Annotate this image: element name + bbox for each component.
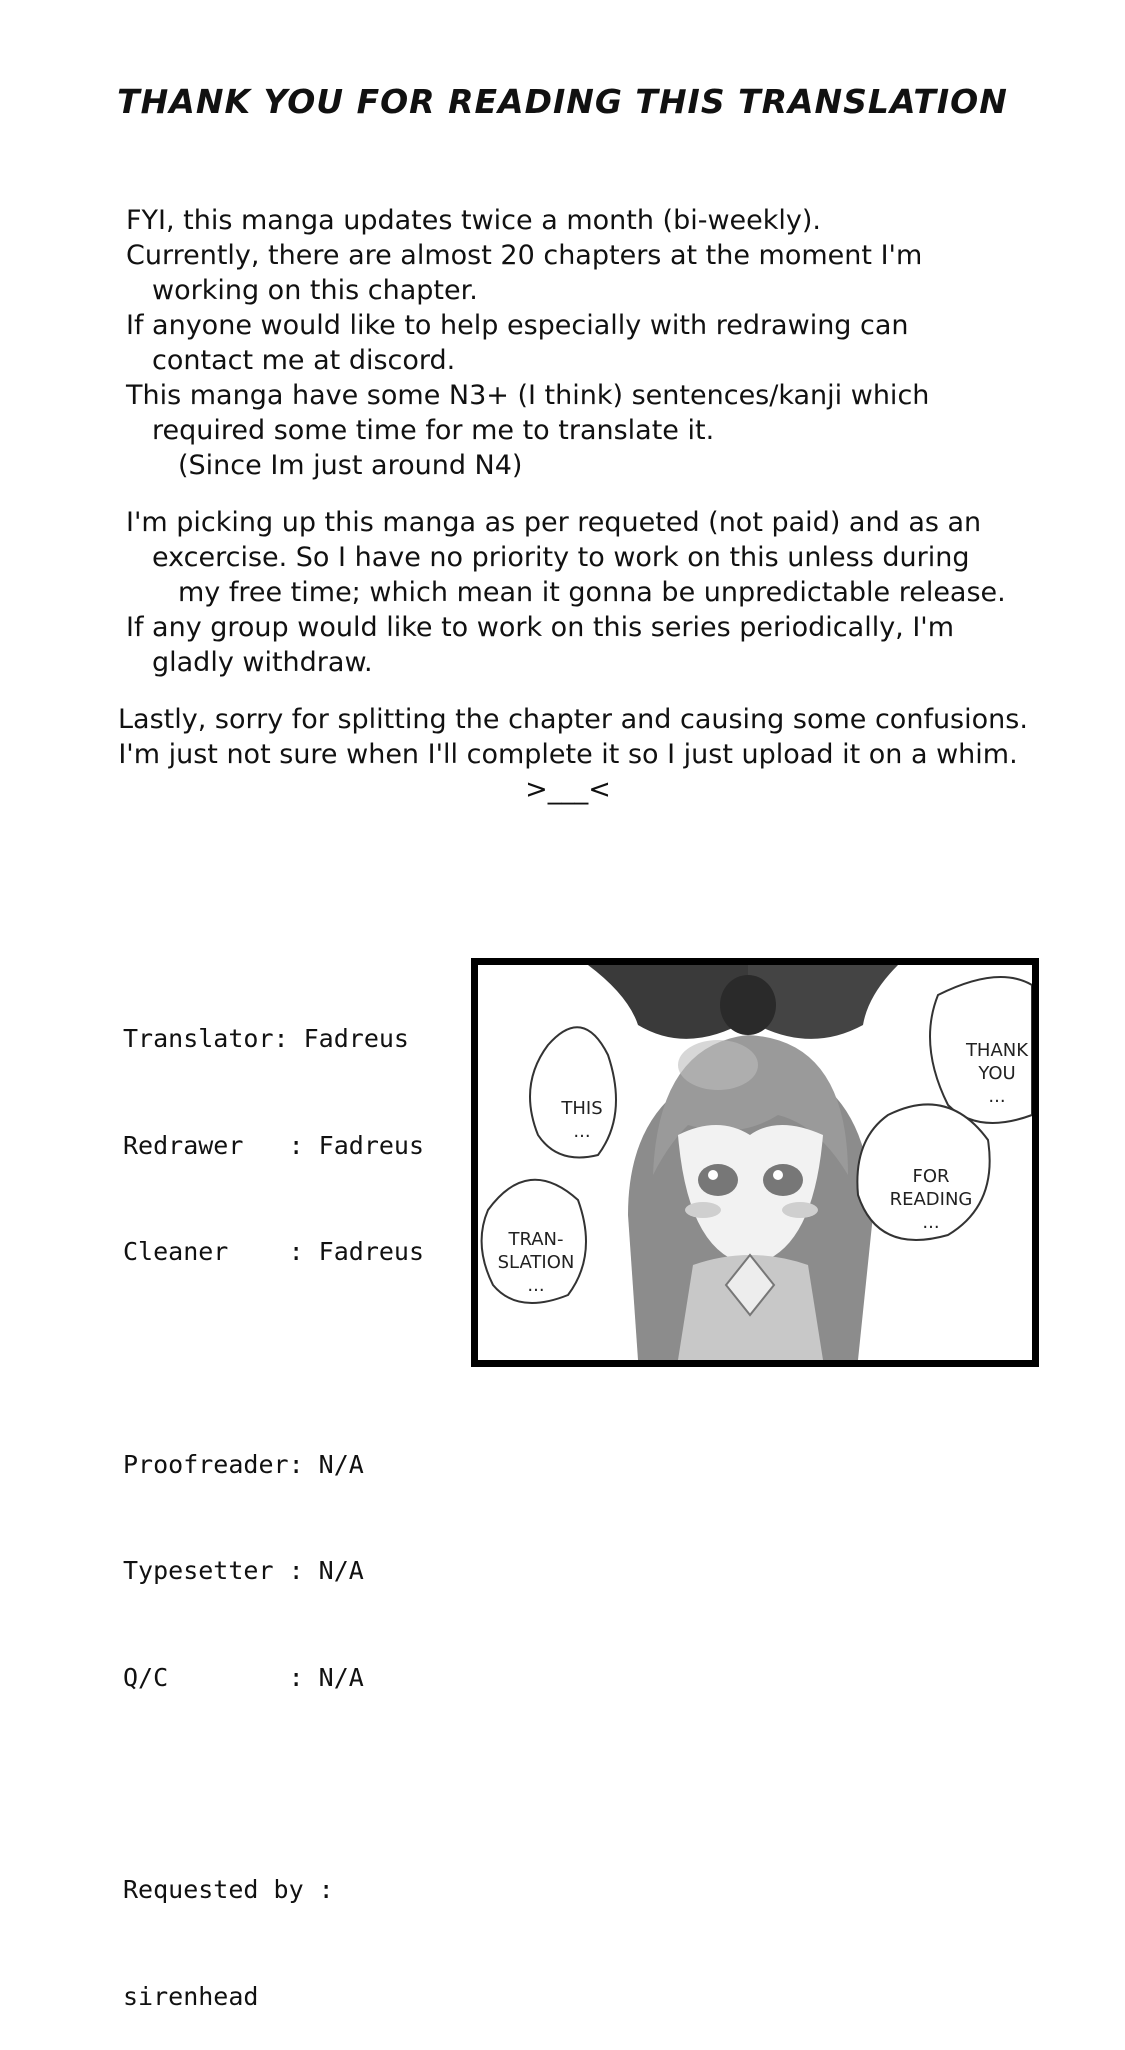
- bubble-for-reading: FOR READING ...: [889, 1166, 973, 1233]
- chibi-illustration: [478, 965, 1032, 1360]
- note-paragraph-1: [126, 203, 929, 483]
- note-line: required some time for me to translate it.: [152, 415, 715, 446]
- credit-cleaner: Cleaner : Fadreus: [123, 1237, 425, 1266]
- credit-typesetter: Typesetter : N/A: [123, 1556, 364, 1585]
- manga-panel: [471, 958, 1039, 1367]
- note-line: I'm just not sure when I'll complete it so I just upload it on a whim.: [118, 739, 1018, 770]
- credit-translator: Translator: Fadreus: [123, 1024, 409, 1053]
- credit-proofreader: Proofreader: N/A: [123, 1449, 364, 1479]
- note-line: FYI, this manga updates twice a month (bi-weekly).: [126, 205, 822, 236]
- note-line: my free time; which mean it gonna be unpredictable release.: [178, 577, 1006, 608]
- note-line: working on this chapter.: [152, 275, 478, 306]
- credit-requested-value: sirenhead: [123, 1981, 259, 2011]
- note-line: contact me at discord.: [152, 345, 456, 376]
- note-line: (Since Im just around N4): [178, 450, 523, 481]
- credit-requested-label: Requested by :: [123, 1875, 334, 1904]
- note-line: I'm picking up this manga as per requeted (not paid) and as an: [126, 507, 982, 538]
- note-line: excercise. So I have no priority to work on this unless during: [152, 542, 970, 573]
- note-line: This manga have some N3+ (I think) sentences/kanji which: [126, 380, 930, 411]
- page-title: THANK YOU FOR READING THIS TRANSLATION: [117, 82, 1008, 121]
- credits-block: [123, 950, 424, 2050]
- emoticon: >___<: [525, 774, 611, 805]
- note-line: Currently, there are almost 20 chapters at the moment I'm: [126, 240, 923, 271]
- note-line: If anyone would like to help especially with redrawing can: [126, 310, 909, 341]
- bubble-thank-you: THANK YOU ...: [965, 1040, 1029, 1107]
- note-line: gladly withdraw.: [152, 647, 373, 678]
- note-paragraph-3: [118, 702, 1028, 807]
- note-line: If any group would like to work on this series periodically, I'm: [126, 612, 955, 643]
- note-paragraph-2: [126, 505, 1006, 680]
- credit-redrawer: Redrawer : Fadreus: [123, 1130, 425, 1160]
- note-line: Lastly, sorry for splitting the chapter and causing some confusions.: [118, 704, 1028, 735]
- credit-qc: Q/C : N/A: [123, 1662, 364, 1692]
- bubble-translation: TRAN- SLATION ...: [497, 1229, 575, 1296]
- bubble-this: THIS ...: [561, 1098, 603, 1142]
